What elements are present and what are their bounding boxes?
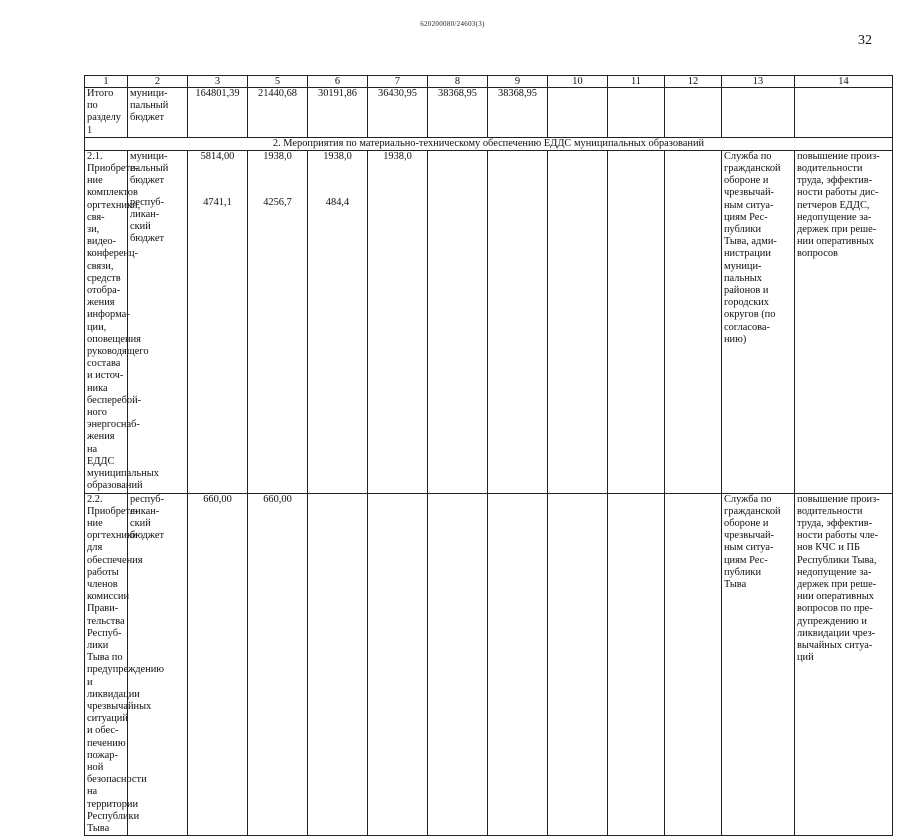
empty-cell bbox=[308, 493, 368, 836]
budget-value: 660,00 bbox=[248, 493, 308, 836]
empty-cell bbox=[368, 493, 428, 836]
total-row-source: муници- пальный бюджет bbox=[128, 88, 188, 138]
value-cell bbox=[248, 150, 308, 493]
empty-cell bbox=[795, 88, 893, 138]
funding-source: респуб- ликан- ский бюджет bbox=[130, 196, 165, 245]
empty-cell bbox=[488, 493, 548, 836]
empty-cell bbox=[608, 150, 665, 493]
total-row-name: Итого по разделу 1 bbox=[85, 88, 128, 138]
budget-value: 1938,0 bbox=[263, 150, 292, 162]
funding-source: муници- пальный бюджет bbox=[130, 150, 169, 187]
empty-cell bbox=[608, 88, 665, 138]
document-code: 620200080/24603(3) bbox=[420, 20, 485, 28]
budget-value: 660,00 bbox=[188, 493, 248, 836]
empty-cell bbox=[608, 493, 665, 836]
budget-value: 1938,0 bbox=[383, 150, 412, 162]
total-value: 38368,95 bbox=[428, 88, 488, 138]
total-value: 164801,39 bbox=[188, 88, 248, 138]
header-cell: 11 bbox=[608, 76, 665, 88]
page-number: 32 bbox=[858, 33, 872, 48]
expected-result: повышение произ- водительности труда, эффектив- ности работы дис- петчеров ЕДДС, недопущение за- держек при реше- нии оперативных вопросов bbox=[795, 150, 893, 493]
budget-value: 1938,0 bbox=[323, 150, 352, 162]
header-cell: 1 bbox=[85, 76, 128, 88]
empty-cell bbox=[665, 150, 722, 493]
header-cell: 3 bbox=[188, 76, 248, 88]
funding-source: респуб- ликан- ский бюджет bbox=[128, 493, 188, 836]
header-cell: 12 bbox=[665, 76, 722, 88]
empty-cell bbox=[665, 493, 722, 836]
header-cell: 5 bbox=[248, 76, 308, 88]
empty-cell bbox=[548, 150, 608, 493]
budget-value: 484,4 bbox=[325, 196, 350, 208]
value-cell bbox=[368, 150, 428, 493]
empty-cell bbox=[428, 493, 488, 836]
empty-cell bbox=[488, 150, 548, 493]
value-cell bbox=[188, 150, 248, 493]
executor: Служба по гражданской обороне и чрезвычай- ным ситуа- циям Рес- публики Тыва bbox=[722, 493, 795, 836]
header-cell: 6 bbox=[308, 76, 368, 88]
table-row-2-2 bbox=[85, 493, 893, 836]
header-cell: 14 bbox=[795, 76, 893, 88]
budget-table bbox=[84, 75, 893, 836]
empty-cell bbox=[548, 88, 608, 138]
header-cell: 13 bbox=[722, 76, 795, 88]
activity-name: 2.2. Приобрете- ние оргтехники для обеспечения работы членов комиссии Прави- тельства Респуб- лики Тыва по предупреждению и ликвидации чрезвычайных ситуаций и обес- печению пожар- ной безопасности на территории Республики Тыва bbox=[85, 493, 128, 836]
budget-value: 5814,00 bbox=[200, 150, 235, 162]
header-cell: 8 bbox=[428, 76, 488, 88]
empty-cell bbox=[548, 493, 608, 836]
header-row bbox=[85, 76, 893, 88]
total-row bbox=[85, 88, 893, 138]
total-value: 38368,95 bbox=[488, 88, 548, 138]
funding-source-cell bbox=[128, 150, 188, 493]
section-row bbox=[85, 137, 893, 150]
activity-name: 2.1. Приобрете- ние комплектов оргтехники, свя- зи, видео- конференц-связи, средств отобра- жения информа- ции, оповещения руководящего состава и источ- ника бесперебой- ного энергоснаб- жения на ЕДДС муниципальных образований bbox=[85, 150, 128, 493]
empty-cell bbox=[428, 150, 488, 493]
executor: Служба по гражданской обороне и чрезвычай- ным ситуа- циям Рес- публики Тыва, адми- нистрации муници- пальных районов и городских округов (по согласова- нию) bbox=[722, 150, 795, 493]
budget-value: 4256,7 bbox=[263, 196, 292, 208]
header-cell: 7 bbox=[368, 76, 428, 88]
empty-cell bbox=[722, 88, 795, 138]
section-title: 2. Мероприятия по материально-техническому обеспечению ЕДДС муниципальных образований bbox=[85, 137, 893, 150]
empty-cell bbox=[665, 88, 722, 138]
total-value: 36430,95 bbox=[368, 88, 428, 138]
expected-result: повышение произ- водительности труда, эффектив- ности работы чле- нов КЧС и ПБ Республики Тыва, недопущение за- держек при реше- нии оперативных вопросов по пре- дупреждению и ликвидации чрез- вычайных ситуа- ций bbox=[795, 493, 893, 836]
header-cell: 10 bbox=[548, 76, 608, 88]
header-cell: 2 bbox=[128, 76, 188, 88]
value-cell bbox=[308, 150, 368, 493]
budget-value: 4741,1 bbox=[203, 196, 232, 208]
total-value: 21440,68 bbox=[248, 88, 308, 138]
header-cell: 9 bbox=[488, 76, 548, 88]
total-value: 30191,86 bbox=[308, 88, 368, 138]
table-row-2-1 bbox=[85, 150, 893, 493]
